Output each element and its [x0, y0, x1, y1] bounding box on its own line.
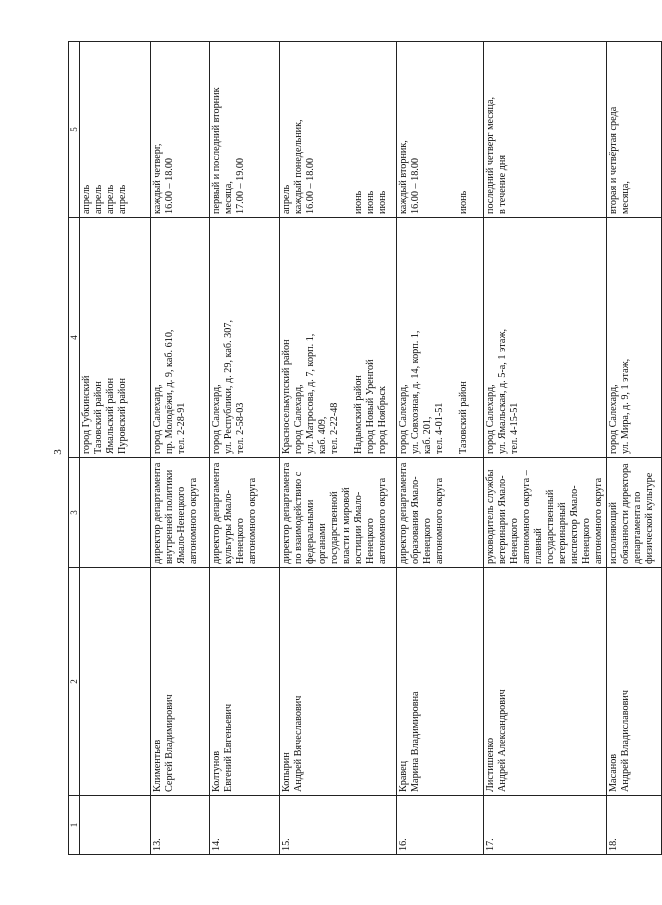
position-cell: директор департамента культуры Ямало-Ненецкого автономного округа [210, 458, 280, 568]
text-line: апрель [105, 184, 116, 214]
text-line: апрель [93, 184, 104, 214]
text-line: город Салехард, [608, 384, 619, 454]
schedule-cell [210, 42, 280, 218]
row-number-cell [80, 796, 151, 855]
text-line: тел. 4-15-51 [509, 402, 520, 454]
table-row [484, 42, 607, 855]
reception-schedule-table [68, 41, 662, 855]
position-cell: руководитель службы ветеринарии Ямало-Ненецкого автономного округа – главный государственный ветеринарный инспектор Ямало-Ненецкого автономного округа [484, 458, 607, 568]
text-line: Тазовский район [458, 381, 469, 454]
text-line: последний четверг месяца, [485, 96, 496, 214]
text-line: 17.00 – 19.00 [235, 157, 246, 214]
text-line: пр. Молодёжи, д. 9, каб. 610, [164, 329, 175, 454]
table-row [80, 42, 151, 855]
row-number-cell: 14. [210, 796, 280, 855]
text-line: каб. 201, [422, 416, 433, 454]
text-line: Ямальский район [105, 377, 116, 454]
text-line: каждый вторник, [398, 140, 409, 214]
text-line: город Новый Уренгой [365, 359, 376, 454]
text-line: тел. 4-01-51 [434, 402, 445, 454]
text-line: каб. 409, [317, 416, 328, 454]
text-line: тел. 2-22-48 [329, 402, 340, 454]
text-line [434, 45, 446, 214]
location-cell [80, 218, 151, 458]
text-line: ул. Совхозная, д. 14, корп. 1, [410, 330, 421, 454]
text-line: Сергей Владимирович [164, 694, 175, 792]
text-line: первый и последний вторник [211, 87, 222, 214]
row-number-cell: 15. [280, 796, 397, 855]
text-line [341, 45, 353, 214]
row-number-cell: 18. [607, 796, 662, 855]
text-line: 16.00 – 18.00 [164, 157, 175, 214]
text-line: Тазовский район [93, 381, 104, 454]
name-cell [607, 568, 662, 796]
text-line: Колтунов [211, 750, 222, 792]
page-number: 3 [52, 449, 64, 455]
schedule-cell [484, 42, 607, 218]
location-cell [607, 218, 662, 458]
text-line: Пуровский район [117, 378, 128, 454]
position-cell: директор департамента по взаимодействию с федеральными органами государственной власти и мировой юстиции Ямало-Ненецкого автономного округа [280, 458, 397, 568]
text-line: Надымский район [353, 375, 364, 454]
text-line: апрель [81, 184, 92, 214]
text-line: 16.00 – 18.00 [410, 157, 421, 214]
text-line: вторая и четвёртая среда [608, 106, 619, 214]
position-cell [80, 458, 151, 568]
text-line: каждый понедельник, [293, 119, 304, 214]
text-line [317, 45, 329, 214]
text-line: тел. 2-28-91 [176, 402, 187, 454]
text-line: Евгений Евгеньевич [223, 703, 234, 792]
text-line: город Салехард, [293, 384, 304, 454]
text-line: Кравец [398, 760, 409, 792]
schedule-cell [280, 42, 397, 218]
text-line: июнь [458, 190, 469, 214]
text-line [341, 221, 353, 454]
table-row [397, 42, 484, 855]
position-cell: директор департамента внутренней политики Ямало-Ненецкого автономного округа [151, 458, 210, 568]
column-header: 4 [69, 218, 80, 458]
location-cell [397, 218, 484, 458]
row-number-cell: 13. [151, 796, 210, 855]
table-row [210, 42, 280, 855]
schedule-cell [151, 42, 210, 218]
position-cell: исполняющий обязанности директора департамента по физической культуре [607, 458, 662, 568]
text-line: Андрей Владиславович [620, 690, 631, 792]
text-line: Красноселькупский район [281, 339, 292, 454]
text-line: месяца, [223, 181, 234, 214]
text-line: тел. 2-58-03 [235, 402, 246, 454]
text-line: Листишенко [485, 737, 496, 792]
schedule-cell [80, 42, 151, 218]
location-cell [210, 218, 280, 458]
text-line: Марина Владимировна [410, 691, 421, 792]
text-line: каждый четверг, [152, 143, 163, 214]
text-line: Климентьев [152, 739, 163, 792]
name-cell [280, 568, 397, 796]
table-row [151, 42, 210, 855]
text-line [446, 221, 458, 454]
text-line: месяца, [620, 181, 631, 214]
text-line: апрель [281, 184, 292, 214]
text-line: город Губкинский [81, 375, 92, 454]
text-line: ул. Ямальская, д. 5-а, 1 этаж, [497, 328, 508, 454]
location-cell [484, 218, 607, 458]
text-line: город Салехард, [398, 384, 409, 454]
schedule-cell [397, 42, 484, 218]
column-header: 1 [69, 796, 80, 855]
row-number-cell: 17. [484, 796, 607, 855]
text-line: город Салехард, [152, 384, 163, 454]
table-row [280, 42, 397, 855]
schedule-cell [607, 42, 662, 218]
column-header: 3 [69, 458, 80, 568]
name-cell [151, 568, 210, 796]
text-line: 16.00 – 18.00 [305, 157, 316, 214]
text-line: ул. Мира, д. 9, 1 этаж, [620, 358, 631, 454]
text-line [446, 45, 458, 214]
table-body [69, 42, 662, 855]
name-cell [80, 568, 151, 796]
column-header: 2 [69, 568, 80, 796]
text-line: Копырин [281, 752, 292, 792]
text-line: Масанов [608, 753, 619, 792]
text-line: Андрей Вячеславович [293, 695, 304, 792]
name-cell [484, 568, 607, 796]
location-cell [151, 218, 210, 458]
text-line: город Ноябрьск [377, 386, 388, 454]
text-line: июнь [377, 190, 388, 214]
text-line: июнь [365, 190, 376, 214]
text-line [329, 45, 341, 214]
text-line: город Салехард, [211, 384, 222, 454]
name-cell [397, 568, 484, 796]
rotated-page [68, 42, 655, 855]
name-cell [210, 568, 280, 796]
location-cell [280, 218, 397, 458]
position-cell: директор департамента образования Ямало-Ненецкого автономного округа [397, 458, 484, 568]
text-line: апрель [117, 184, 128, 214]
text-line: июнь [353, 190, 364, 214]
column-header: 5 [69, 42, 80, 218]
text-line: ул. Матросова, д. 7, корп. 1, [305, 333, 316, 454]
text-line: ул. Республики, д. 29, каб. 307, [223, 319, 234, 454]
text-line [422, 45, 434, 214]
text-line: Андрей Александрович [497, 689, 508, 792]
table-row [607, 42, 662, 855]
header-row [69, 42, 80, 855]
row-number-cell: 16. [397, 796, 484, 855]
text-line: в течение дня [497, 154, 508, 214]
text-line: город Салехард, [485, 384, 496, 454]
